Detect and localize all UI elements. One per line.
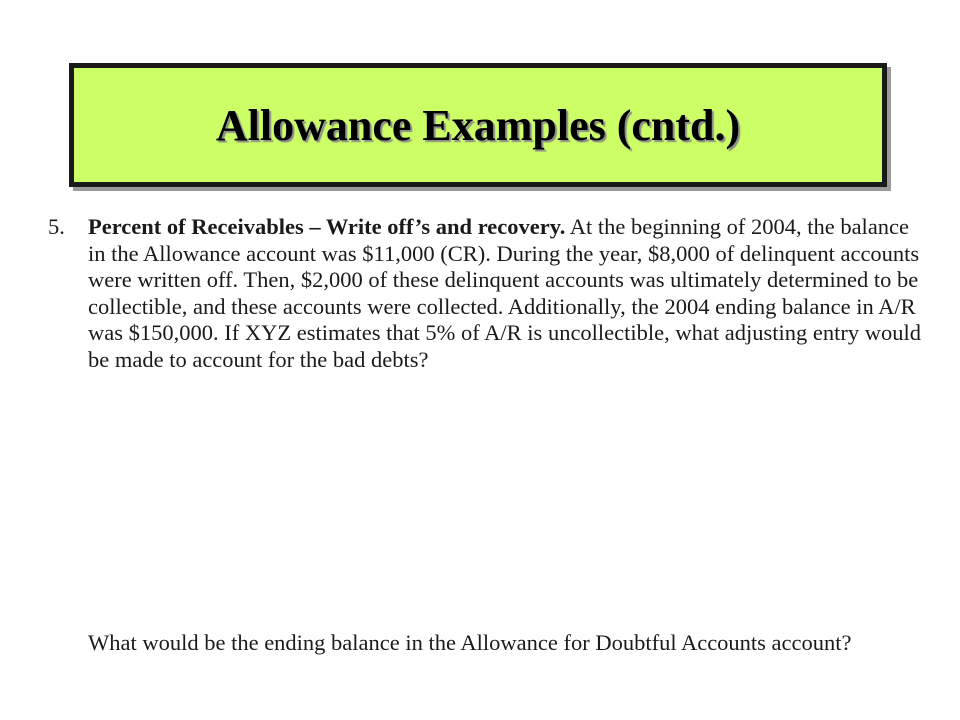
followup-question: What would be the ending balance in the Allowance for Doubtful Accounts account? — [88, 630, 852, 655]
question-heading: Percent of Receivables – Write off’s and recovery. — [88, 214, 566, 239]
title-banner — [69, 63, 887, 187]
question-text: At the beginning of 2004, the balance in the Allowance account was $11,000 (CR). During the year, $8,000 of delinquent accounts were written off. Then, $2,000 of these delinquent accounts was ultimately determined to be collectible, and these accounts were collected. Additionally, the 2004 ending balance in A/R was $150,000. If XYZ estimates that 5% of A/R is uncollectible, what adjusting entry would be made to account for the bad debts? — [88, 214, 921, 372]
question-block — [48, 214, 928, 373]
slide-title: Allowance Examples (cntd.) — [215, 100, 741, 150]
question-number: 5. — [48, 214, 65, 239]
question-body — [88, 214, 928, 373]
